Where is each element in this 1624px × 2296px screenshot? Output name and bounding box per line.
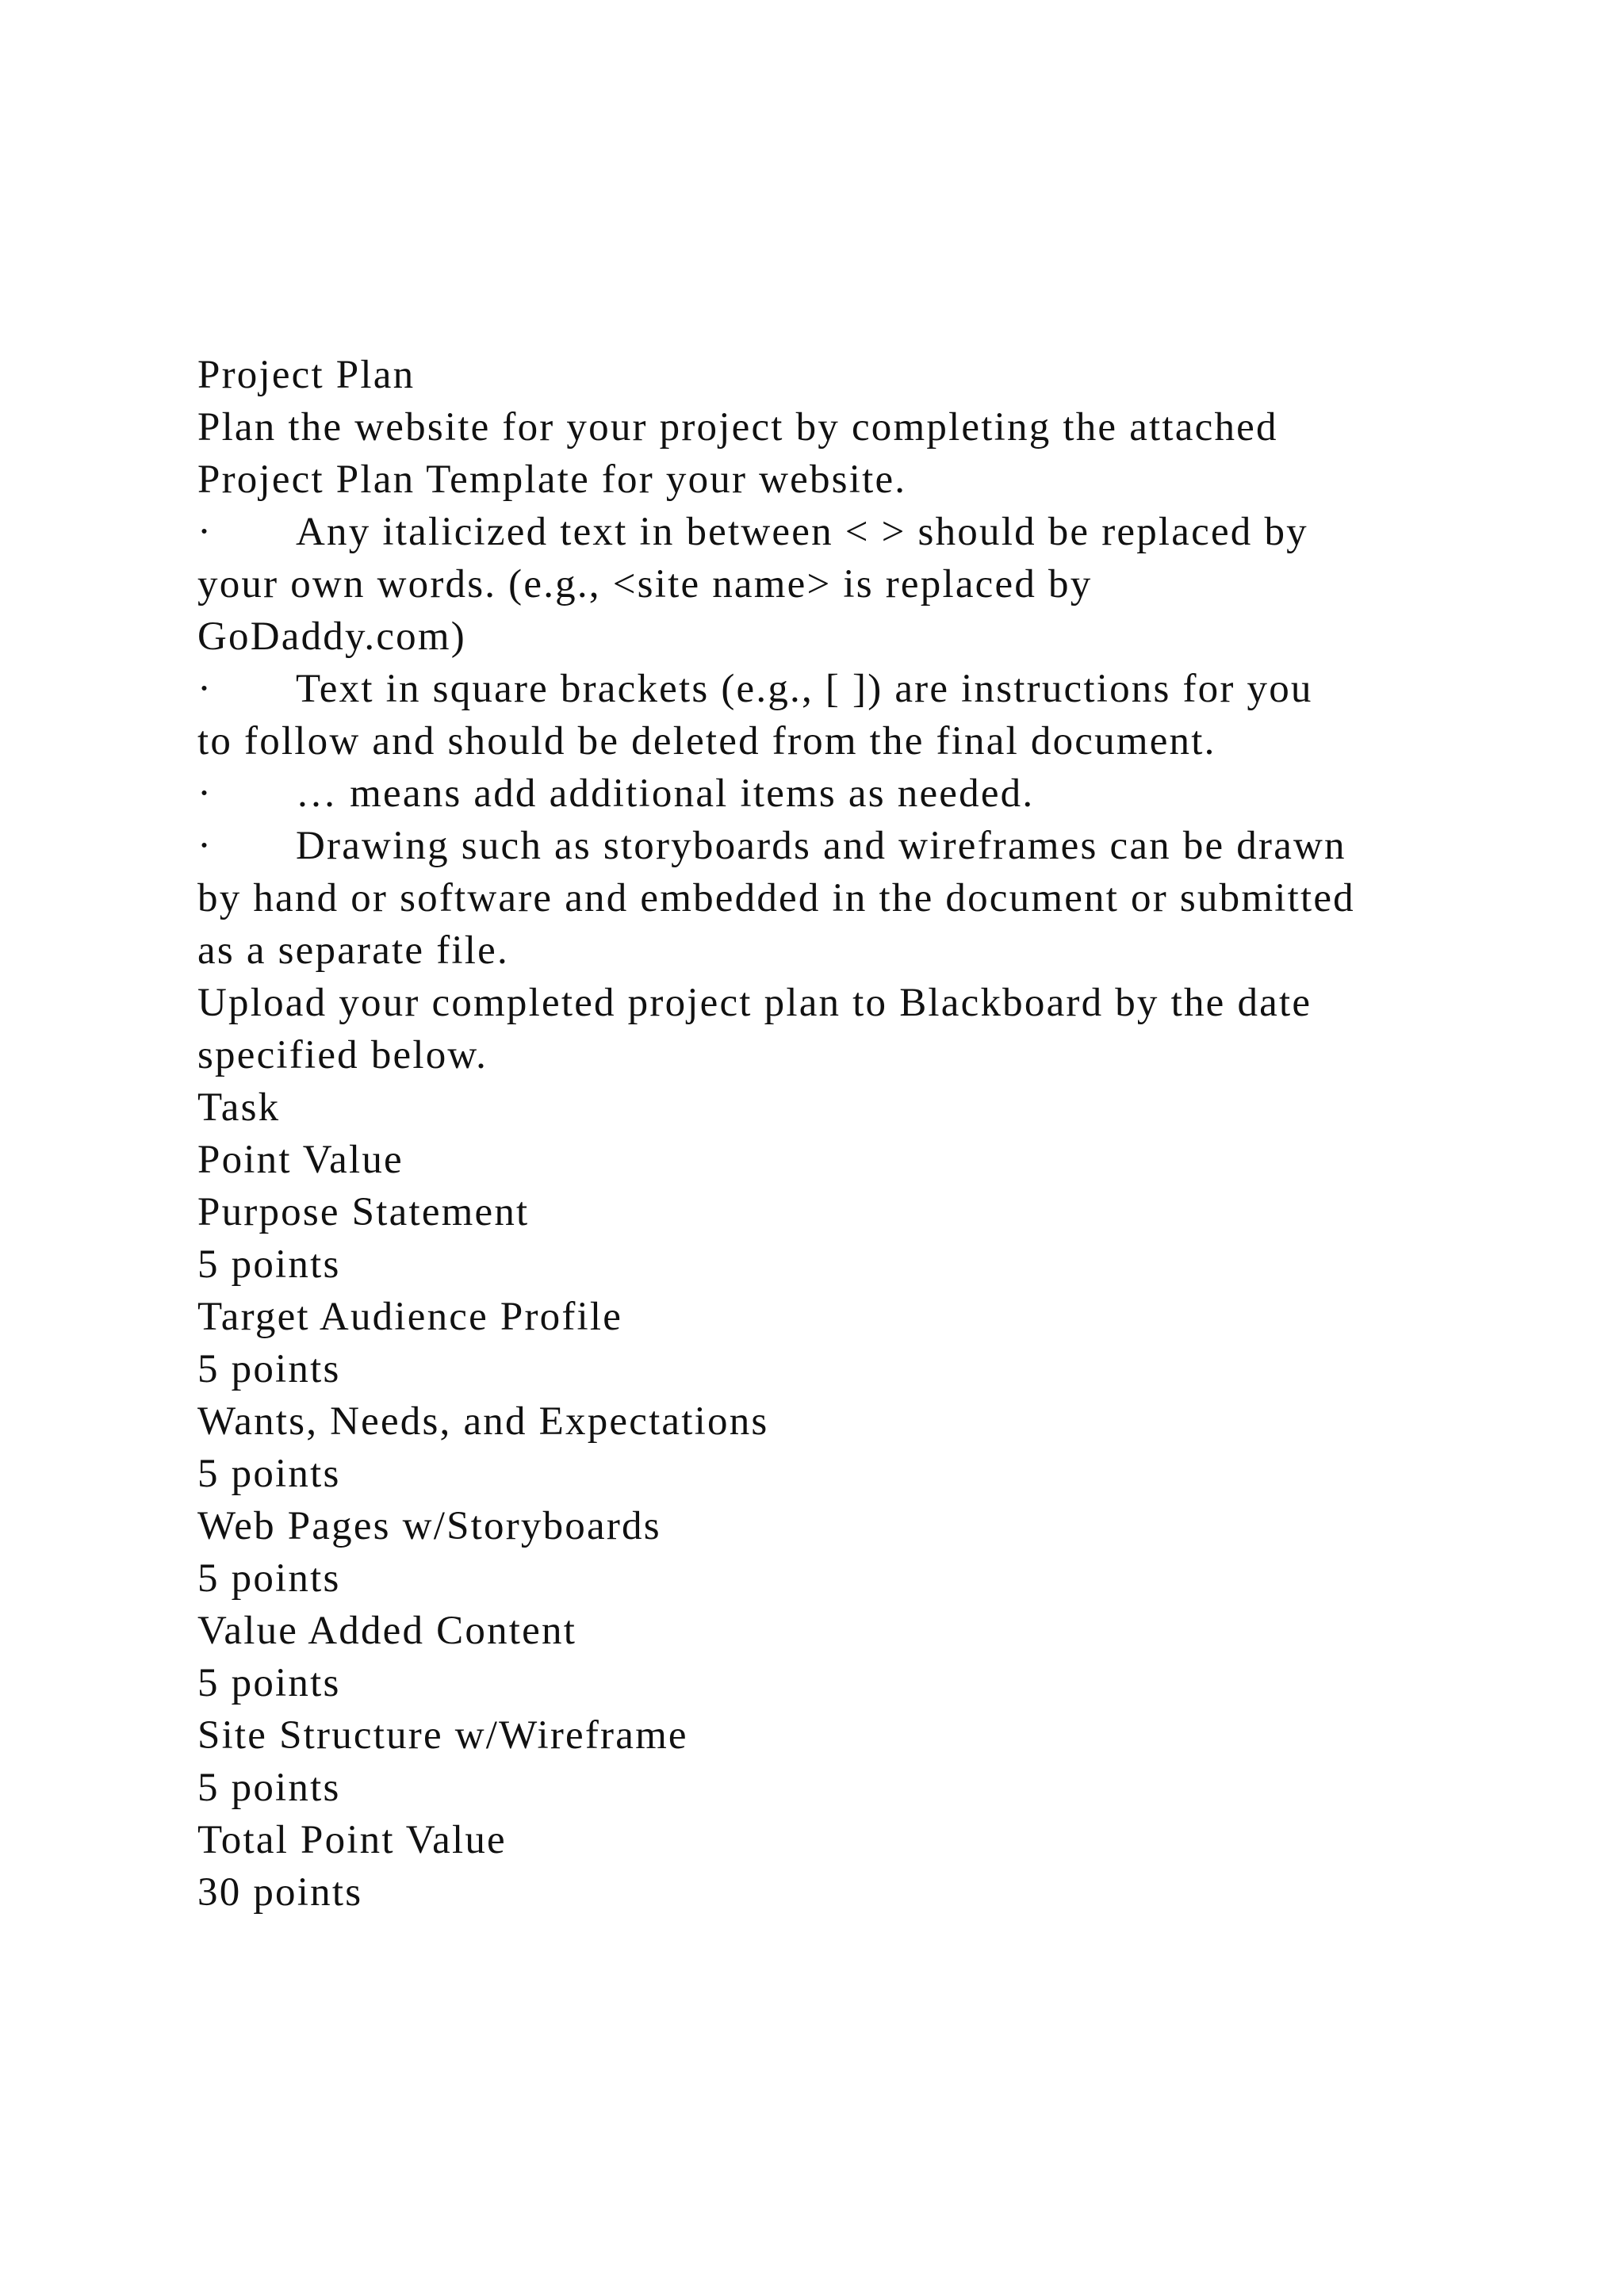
- table-cell-points: 5 points: [197, 1452, 341, 1496]
- table-cell-task: Value Added Content: [197, 1609, 577, 1653]
- table-cell-task: Target Audience Profile: [197, 1295, 623, 1339]
- bullet-text: Drawing such as storyboards and wireframes can be drawn: [296, 824, 1346, 868]
- bullet-item: [197, 820, 1498, 872]
- bullet-marker: ·: [197, 510, 213, 554]
- bullet-marker: ·: [197, 771, 213, 816]
- document-title: Project Plan: [197, 353, 416, 397]
- table-cell-points: 5 points: [197, 1661, 341, 1705]
- bullet-continuation: to follow and should be deleted from the final document.: [197, 719, 1216, 763]
- table-cell-points: 5 points: [197, 1347, 341, 1391]
- bullet-item: [197, 767, 1498, 820]
- bullet-text: Text in square brackets (e.g., [ ]) are instructions for you: [296, 667, 1313, 711]
- table-total-label: Total Point Value: [197, 1818, 507, 1862]
- bullet-text: Any italicized text in between < > should be replaced by: [296, 510, 1308, 554]
- table-total-points: 30 points: [197, 1870, 363, 1915]
- table-cell-points: 5 points: [197, 1242, 341, 1287]
- bullet-continuation: your own words. (e.g., <site name> is replaced by: [197, 562, 1093, 607]
- table-cell-task: Site Structure w/Wireframe: [197, 1713, 688, 1758]
- intro-line: Project Plan Template for your website.: [197, 457, 907, 502]
- upload-line: Upload your completed project plan to Blackboard by the date: [197, 981, 1312, 1025]
- table-cell-task: Web Pages w/Storyboards: [197, 1504, 661, 1548]
- intro-line: Plan the website for your project by completing the attached: [197, 405, 1278, 450]
- bullet-item: [197, 506, 1498, 558]
- bullet-continuation: by hand or software and embedded in the document or submitted: [197, 876, 1355, 920]
- bullet-continuation: GoDaddy.com): [197, 614, 466, 659]
- table-cell-points: 5 points: [197, 1766, 341, 1810]
- table-header-task: Task: [197, 1085, 281, 1130]
- bullet-marker: ·: [197, 667, 213, 711]
- bullet-continuation: as a separate file.: [197, 928, 509, 973]
- table-header-point-value: Point Value: [197, 1138, 404, 1182]
- bullet-item: [197, 663, 1498, 715]
- table-cell-task: Wants, Needs, and Expectations: [197, 1399, 769, 1444]
- upload-line: specified below.: [197, 1033, 488, 1077]
- document-body: [197, 349, 1498, 1919]
- bullet-text: … means add additional items as needed.: [296, 771, 1035, 816]
- table-cell-points: 5 points: [197, 1556, 341, 1601]
- table-cell-task: Purpose Statement: [197, 1190, 530, 1234]
- bullet-marker: ·: [197, 824, 213, 868]
